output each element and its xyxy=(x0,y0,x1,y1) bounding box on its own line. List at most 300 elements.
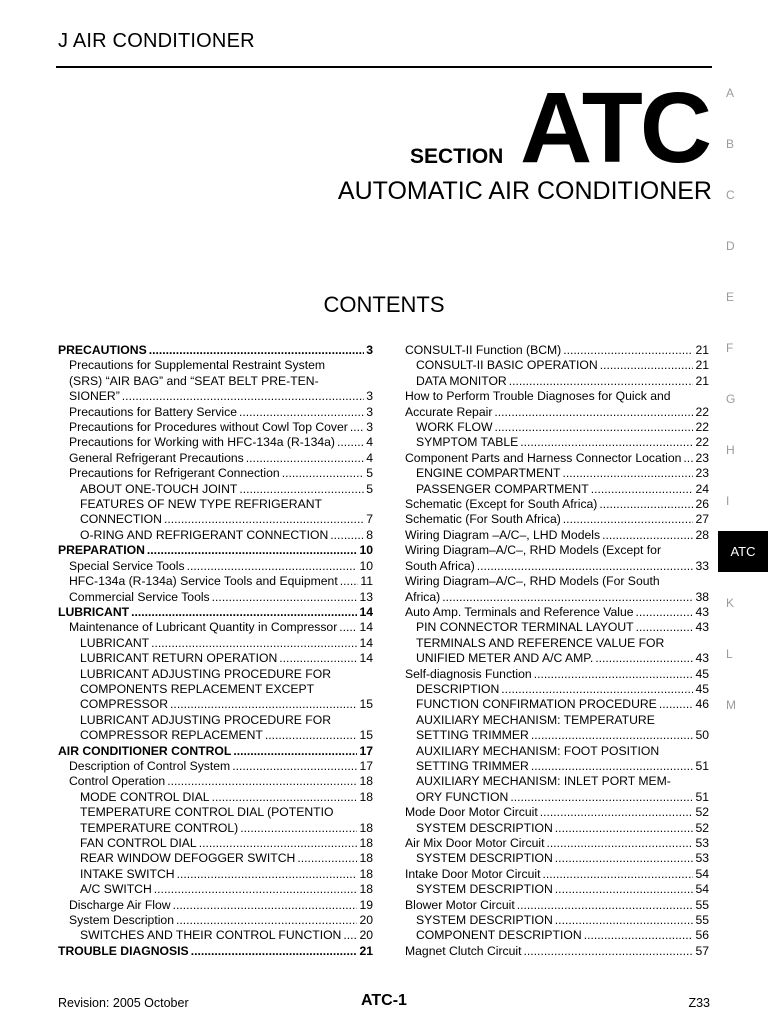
toc-entry-title: Special Service Tools xyxy=(69,558,185,573)
toc-entry[interactable] xyxy=(58,435,373,450)
dot-leader xyxy=(555,913,694,928)
toc-entry[interactable] xyxy=(405,528,709,543)
dot-leader xyxy=(191,944,358,959)
dot-leader xyxy=(337,435,364,450)
side-index-letter[interactable]: A xyxy=(726,86,735,100)
toc-entry[interactable] xyxy=(405,605,709,620)
toc-page-number: 55 xyxy=(695,913,709,928)
dot-leader xyxy=(167,774,357,789)
toc-page-number: 54 xyxy=(695,882,709,897)
toc-page-number: 23 xyxy=(695,450,709,465)
dot-leader xyxy=(602,528,693,543)
toc-page-number: 45 xyxy=(695,681,709,696)
toc-entry[interactable] xyxy=(405,451,709,466)
dot-leader xyxy=(212,790,358,805)
toc-entry[interactable] xyxy=(405,512,709,527)
dot-leader xyxy=(212,590,358,605)
side-index-letter[interactable]: K xyxy=(726,596,735,610)
toc-entry-title: CONSULT-II BASIC OPERATION xyxy=(416,358,598,373)
dot-leader xyxy=(531,728,694,743)
dot-leader xyxy=(282,466,365,481)
header-rule xyxy=(56,66,712,68)
toc-page-number: 57 xyxy=(695,943,709,958)
toc-entry-title: FAN CONTROL DIAL xyxy=(80,836,197,850)
dot-leader xyxy=(563,512,694,527)
dot-leader xyxy=(510,790,693,805)
toc-entry[interactable] xyxy=(405,759,709,774)
section-code: ATC xyxy=(520,72,710,184)
toc-entry[interactable] xyxy=(405,898,709,913)
toc-entry-line[interactable]: LUBRICANT ADJUSTING PROCEDURE FOR xyxy=(80,712,332,727)
dot-leader xyxy=(555,882,694,897)
dot-leader xyxy=(246,451,364,466)
toc-entry[interactable] xyxy=(58,851,373,866)
dot-leader xyxy=(442,590,693,605)
toc-page-number: 13 xyxy=(359,589,373,604)
dot-leader xyxy=(494,405,693,420)
toc-page-number: 18 xyxy=(359,866,373,881)
toc-entry-title: CONNECTION xyxy=(80,512,162,527)
toc-page-number: 50 xyxy=(695,728,709,743)
toc-entry[interactable] xyxy=(58,744,373,759)
toc-entry[interactable] xyxy=(58,528,373,543)
toc-page-number: 5 xyxy=(366,466,373,481)
toc-entry-title: System Description xyxy=(69,913,174,928)
toc-page-number: 3 xyxy=(366,404,373,419)
toc-entry[interactable] xyxy=(58,728,373,743)
footer-model-code: Z33 xyxy=(688,996,710,1010)
toc-entry[interactable] xyxy=(405,374,709,389)
dot-leader xyxy=(177,867,358,882)
toc-page-number: 17 xyxy=(359,758,373,773)
toc-entry-title: Mode Door Motor Circuit xyxy=(405,805,538,820)
dot-leader xyxy=(350,420,364,435)
dot-leader xyxy=(232,759,357,774)
toc-entry-title: DESCRIPTION xyxy=(416,681,500,696)
dot-leader xyxy=(477,559,694,574)
dot-leader xyxy=(509,374,694,389)
dot-leader xyxy=(524,944,694,959)
toc-page-number: 17 xyxy=(359,743,373,758)
dot-leader xyxy=(154,882,358,897)
toc-entry-title: SWITCHES AND THEIR CONTROL FUNCTION xyxy=(80,928,342,943)
toc-page-number: 14 xyxy=(359,651,373,666)
toc-entry-title: ORY FUNCTION xyxy=(416,789,509,804)
toc-entry[interactable] xyxy=(405,928,709,943)
toc-entry[interactable] xyxy=(58,774,373,789)
dot-leader xyxy=(131,605,357,620)
toc-entry-title: Wiring Diagram –A/C–, LHD Models xyxy=(405,527,601,542)
dot-leader xyxy=(233,744,357,759)
dot-leader xyxy=(683,451,693,466)
toc-entry-title: Blower Motor Circuit xyxy=(405,897,515,912)
dot-leader xyxy=(555,851,694,866)
toc-page-number: 51 xyxy=(695,789,709,804)
toc-entry-line[interactable]: TERMINALS AND REFERENCE VALUE FOR xyxy=(416,635,665,650)
toc-page-number: 28 xyxy=(695,527,709,542)
toc-entry-title: ENGINE COMPARTMENT xyxy=(416,466,561,481)
toc-entry-title: Precautions for Battery Service xyxy=(69,404,237,419)
toc-entry[interactable] xyxy=(405,836,709,851)
toc-entry[interactable] xyxy=(405,466,709,481)
toc-entry-line[interactable]: Wiring Diagram–A/C–, RHD Models (For South xyxy=(405,574,660,589)
toc-entry[interactable] xyxy=(58,790,373,805)
toc-page-number: 5 xyxy=(366,481,373,496)
toc-entry-title: PREPARATION xyxy=(58,543,145,558)
toc-entry[interactable] xyxy=(58,697,373,712)
toc-page-number: 20 xyxy=(359,928,373,943)
dot-leader xyxy=(636,605,694,620)
toc-entry-title: TROUBLE DIAGNOSIS xyxy=(58,943,189,958)
dot-leader xyxy=(170,697,357,712)
toc-entry-title: HFC-134a (R-134a) Service Tools and Equipment xyxy=(69,574,338,589)
toc-entry[interactable] xyxy=(58,343,373,358)
toc-entry-title: Component Parts and Harness Connector Location xyxy=(405,450,682,465)
toc-entry-title: ABOUT ONE-TOUCH JOINT xyxy=(80,481,238,496)
toc-page-number: 8 xyxy=(366,527,373,542)
toc-entry-title: SYSTEM DESCRIPTION xyxy=(416,882,553,897)
toc-entry[interactable] xyxy=(58,590,373,605)
dot-leader xyxy=(199,836,358,851)
toc-entry-title: SIONER” xyxy=(69,389,120,404)
dot-leader xyxy=(563,343,693,358)
toc-entry-title: LUBRICANT xyxy=(80,635,150,650)
toc-entry[interactable] xyxy=(405,882,709,897)
dot-leader xyxy=(339,620,357,635)
toc-entry[interactable] xyxy=(405,944,709,959)
toc-entry[interactable] xyxy=(405,405,709,420)
toc-entry-title: INTAKE SWITCH xyxy=(80,866,175,881)
dot-leader xyxy=(495,420,694,435)
toc-entry[interactable] xyxy=(58,867,373,882)
side-index-letter[interactable]: I xyxy=(726,494,730,508)
toc-page-number: 53 xyxy=(695,851,709,866)
toc-page-number: 43 xyxy=(695,604,709,619)
toc-entry[interactable] xyxy=(405,420,709,435)
toc-page-number: 56 xyxy=(695,928,709,943)
toc-page-number: 52 xyxy=(695,805,709,820)
toc-page-number: 18 xyxy=(359,774,373,789)
toc-page-number: 3 xyxy=(366,420,373,435)
dot-leader xyxy=(240,821,357,836)
toc-entry-title: FUNCTION CONFIRMATION PROCEDURE xyxy=(416,697,657,712)
toc-entry[interactable] xyxy=(58,651,373,666)
toc-entry-title: Discharge Air Flow xyxy=(69,897,171,912)
toc-page-number: 22 xyxy=(695,435,709,450)
toc-entry-title: Control Operation xyxy=(69,774,166,789)
toc-page-number: 4 xyxy=(366,435,373,450)
side-index-letter[interactable]: E xyxy=(726,290,735,304)
side-index-letter[interactable]: D xyxy=(726,239,735,253)
toc-entry[interactable] xyxy=(405,821,709,836)
toc-entry-title: PASSENGER COMPARTMENT xyxy=(416,481,589,496)
dot-leader xyxy=(122,389,364,404)
toc-entry[interactable] xyxy=(405,497,709,512)
toc-page-number: 11 xyxy=(360,574,373,589)
dot-leader xyxy=(173,898,358,913)
toc-entry-title: Accurate Repair xyxy=(405,404,493,419)
group-title: J AIR CONDITIONER xyxy=(58,30,255,52)
toc-page-number: 52 xyxy=(695,820,709,835)
toc-entry[interactable] xyxy=(58,928,373,943)
toc-page-number: 18 xyxy=(359,820,373,835)
toc-page-number: 18 xyxy=(359,836,373,850)
toc-entry-title: COMPRESSOR xyxy=(80,697,169,712)
toc-entry[interactable] xyxy=(58,512,373,527)
toc-entry[interactable] xyxy=(405,667,709,682)
toc-entry-title: Auto Amp. Terminals and Reference Value xyxy=(405,604,634,619)
toc-entry[interactable] xyxy=(405,620,709,635)
toc-entry-title: SYSTEM DESCRIPTION xyxy=(416,851,553,866)
toc-page-number: 46 xyxy=(695,697,709,712)
toc-entry[interactable] xyxy=(58,882,373,897)
toc-entry-title: Precautions for Working with HFC-134a (R-134a) xyxy=(69,435,335,450)
dot-leader xyxy=(164,512,364,527)
dot-leader xyxy=(239,405,364,420)
toc-entry-title: Self-diagnosis Function xyxy=(405,666,532,681)
toc-entry-title: UNIFIED METER AND A/C AMP. xyxy=(416,651,594,666)
dot-leader xyxy=(534,667,694,682)
toc-entry[interactable] xyxy=(405,559,709,574)
toc-entry-title: LUBRICANT xyxy=(58,604,130,619)
dot-leader xyxy=(659,697,694,712)
contents-heading: CONTENTS xyxy=(323,292,445,317)
dot-leader xyxy=(600,358,694,373)
dot-leader xyxy=(149,343,365,358)
dot-leader xyxy=(517,898,694,913)
toc-page-number: 24 xyxy=(695,481,709,496)
side-index-letter[interactable]: B xyxy=(726,137,735,151)
toc-entry-line[interactable]: TEMPERATURE CONTROL DIAL (POTENTIO xyxy=(80,805,334,820)
toc-entry-title: DATA MONITOR xyxy=(416,373,507,388)
toc-entry[interactable] xyxy=(58,420,373,435)
toc-page-number: 19 xyxy=(359,897,373,912)
side-index-letter[interactable]: L xyxy=(726,647,733,661)
toc-entry-line[interactable]: How to Perform Trouble Diagnoses for Quick and xyxy=(405,389,671,404)
toc-entry-title: Precautions for Refrigerant Connection xyxy=(69,466,280,481)
toc-entry-title: Intake Door Motor Circuit xyxy=(405,866,541,881)
toc-right-column xyxy=(405,343,709,959)
toc-entry[interactable] xyxy=(58,836,373,851)
toc-entry-title: Maintenance of Lubricant Quantity in Compressor xyxy=(69,620,338,635)
toc-entry[interactable] xyxy=(58,605,373,620)
toc-entry-title: TEMPERATURE CONTROL) xyxy=(80,820,239,835)
toc-entry[interactable] xyxy=(405,867,709,882)
toc-entry-title: Africa) xyxy=(405,589,441,604)
toc-entry-title: PIN CONNECTOR TERMINAL LAYOUT xyxy=(416,620,634,635)
toc-entry[interactable] xyxy=(58,389,373,404)
dot-leader xyxy=(531,759,694,774)
toc-entry[interactable] xyxy=(405,697,709,712)
toc-entry-line[interactable]: Precautions for Supplemental Restraint System xyxy=(69,358,326,373)
toc-page-number: 21 xyxy=(359,943,373,958)
toc-page-number: 14 xyxy=(359,604,373,619)
toc-entry[interactable] xyxy=(58,451,373,466)
toc-entry[interactable] xyxy=(405,790,709,805)
toc-entry-title: SYSTEM DESCRIPTION xyxy=(416,820,553,835)
dot-leader xyxy=(176,913,357,928)
toc-entry-title: South Africa) xyxy=(405,558,475,573)
dot-leader xyxy=(151,636,357,651)
dot-leader xyxy=(147,543,358,558)
toc-page-number: 4 xyxy=(366,450,373,465)
toc-entry[interactable] xyxy=(405,482,709,497)
toc-entry-line[interactable]: AUXILIARY MECHANISM: FOOT POSITION xyxy=(416,743,660,758)
dot-leader xyxy=(501,682,693,697)
dot-leader xyxy=(584,928,694,943)
toc-entry-title: Commercial Service Tools xyxy=(69,589,210,604)
toc-entry-title: AIR CONDITIONER CONTROL xyxy=(58,743,232,758)
toc-page-number: 21 xyxy=(695,358,709,373)
toc-entry[interactable] xyxy=(405,590,709,605)
dot-leader xyxy=(520,435,693,450)
toc-page-number: 22 xyxy=(695,404,709,419)
toc-page-number: 3 xyxy=(366,343,373,357)
dot-leader xyxy=(636,620,694,635)
toc-entry-title: CONSULT-II Function (BCM) xyxy=(405,343,562,357)
dot-leader xyxy=(555,821,694,836)
toc-page-number: 7 xyxy=(366,512,373,527)
toc-entry[interactable] xyxy=(58,559,373,574)
toc-entry-line[interactable]: Wiring Diagram–A/C–, RHD Models (Except for xyxy=(405,543,662,558)
toc-entry-line[interactable]: AUXILIARY MECHANISM: INLET PORT MEM- xyxy=(416,774,671,789)
toc-entry[interactable] xyxy=(405,651,709,666)
toc-entry-line[interactable]: AUXILIARY MECHANISM: TEMPERATURE xyxy=(416,712,655,727)
dot-leader xyxy=(297,851,357,866)
toc-entry-title: SYMPTOM TABLE xyxy=(416,435,519,450)
side-index-letter[interactable]: G xyxy=(726,392,736,406)
dot-leader xyxy=(591,482,694,497)
toc-page-number: 53 xyxy=(695,836,709,850)
dot-leader xyxy=(279,651,357,666)
toc-page-number: 27 xyxy=(695,512,709,527)
toc-page-number: 43 xyxy=(695,651,709,666)
toc-page-number: 10 xyxy=(359,558,373,573)
dot-leader xyxy=(540,805,694,820)
toc-entry[interactable] xyxy=(58,944,373,959)
toc-page-number: 21 xyxy=(695,373,709,388)
toc-page-number: 23 xyxy=(695,466,709,481)
toc-entry[interactable] xyxy=(405,728,709,743)
toc-page-number: 18 xyxy=(359,789,373,804)
dot-leader xyxy=(343,928,357,943)
dot-leader xyxy=(547,836,694,851)
toc-entry[interactable] xyxy=(405,682,709,697)
toc-page-number: 43 xyxy=(695,620,709,635)
side-index-letter[interactable]: C xyxy=(726,188,735,202)
toc-page-number: 54 xyxy=(695,866,709,881)
dot-leader xyxy=(239,482,364,497)
toc-page-number: 18 xyxy=(359,851,373,866)
toc-entry-title: MODE CONTROL DIAL xyxy=(80,789,210,804)
toc-page-number: 22 xyxy=(695,420,709,435)
dot-leader xyxy=(330,528,364,543)
toc-entry-title: O-RING AND REFRIGERANT CONNECTION xyxy=(80,527,329,542)
toc-entry-title: General Refrigerant Precautions xyxy=(69,450,244,465)
toc-page-number: 26 xyxy=(695,497,709,512)
toc-entry-title: Air Mix Door Motor Circuit xyxy=(405,836,545,850)
toc-entry[interactable] xyxy=(58,482,373,497)
dot-leader xyxy=(562,466,693,481)
side-index-letter[interactable]: M xyxy=(726,698,736,712)
toc-entry-title: A/C SWITCH xyxy=(80,882,152,897)
toc-page-number: 3 xyxy=(366,389,373,404)
toc-entry[interactable] xyxy=(58,543,373,558)
side-index-letter[interactable]: H xyxy=(726,443,735,457)
toc-entry[interactable] xyxy=(58,466,373,481)
footer-revision: Revision: 2005 October xyxy=(58,996,189,1010)
toc-entry-title: REAR WINDOW DEFOGGER SWITCH xyxy=(80,851,296,866)
toc-entry-title: SETTING TRIMMER xyxy=(416,758,529,773)
toc-page-number: 21 xyxy=(695,343,709,357)
toc-entry-title: SYSTEM DESCRIPTION xyxy=(416,913,553,928)
toc-entry-title: COMPONENT DESCRIPTION xyxy=(416,928,582,943)
toc-entry[interactable] xyxy=(58,898,373,913)
dot-leader xyxy=(542,867,693,882)
toc-entry[interactable] xyxy=(405,851,709,866)
toc-entry-line[interactable]: COMPONENTS REPLACEMENT EXCEPT xyxy=(80,681,315,696)
section-title: AUTOMATIC AIR CONDITIONER xyxy=(337,177,712,205)
footer-page-number: ATC-1 xyxy=(361,992,407,1009)
toc-entry[interactable] xyxy=(405,913,709,928)
dot-leader xyxy=(187,559,358,574)
toc-entry-line[interactable]: (SRS) “AIR BAG” and “SEAT BELT PRE-TEN- xyxy=(69,373,319,388)
side-index-active-tab[interactable] xyxy=(718,531,768,572)
toc-entry[interactable] xyxy=(58,405,373,420)
toc-entry[interactable] xyxy=(405,343,709,358)
toc-entry-title: PRECAUTIONS xyxy=(58,343,147,357)
toc-entry[interactable] xyxy=(58,821,373,836)
toc-entry-title: Description of Control System xyxy=(69,758,231,773)
toc-page-number: 18 xyxy=(359,882,373,897)
toc-entry[interactable] xyxy=(58,759,373,774)
toc-entry-title: Magnet Clutch Circuit xyxy=(405,943,522,958)
toc-entry-title: COMPRESSOR REPLACEMENT xyxy=(80,728,263,743)
toc-page-number: 51 xyxy=(695,758,709,773)
toc-page-number: 10 xyxy=(359,543,373,558)
toc-entry-title: Schematic (For South Africa) xyxy=(405,512,561,527)
active-tab-label: ATC xyxy=(730,544,756,559)
dot-leader xyxy=(340,574,359,589)
toc-entry[interactable] xyxy=(58,636,373,651)
toc-entry-title: Schematic (Except for South Africa) xyxy=(405,497,598,512)
toc-left-column xyxy=(58,343,373,959)
dot-leader xyxy=(265,728,358,743)
toc-page-number: 15 xyxy=(359,728,373,743)
toc-entry-line[interactable]: LUBRICANT ADJUSTING PROCEDURE FOR xyxy=(80,666,332,681)
toc-entry-title: LUBRICANT RETURN OPERATION xyxy=(80,651,278,666)
toc-entry[interactable] xyxy=(405,805,709,820)
toc-entry[interactable] xyxy=(58,620,373,635)
dot-leader xyxy=(599,497,693,512)
toc-page-number: 20 xyxy=(359,913,373,928)
toc-entry[interactable] xyxy=(58,574,373,589)
toc-entry[interactable] xyxy=(405,435,709,450)
toc-page-number: 45 xyxy=(695,666,709,681)
toc-page-number: 14 xyxy=(359,635,373,650)
toc-entry-line[interactable]: FEATURES OF NEW TYPE REFRIGERANT xyxy=(80,497,322,512)
toc-page-number: 15 xyxy=(359,697,373,712)
toc-page-number: 55 xyxy=(695,897,709,912)
toc-entry[interactable] xyxy=(58,913,373,928)
toc-entry[interactable] xyxy=(405,358,709,373)
toc-entry-title: WORK FLOW xyxy=(416,420,493,435)
toc-entry-title: Precautions for Procedures without Cowl Top Cover xyxy=(69,420,348,435)
section-label: SECTION xyxy=(410,145,504,168)
toc-page-number: 38 xyxy=(695,589,709,604)
side-index-letter[interactable]: F xyxy=(726,341,734,355)
toc-page-number: 33 xyxy=(695,558,709,573)
